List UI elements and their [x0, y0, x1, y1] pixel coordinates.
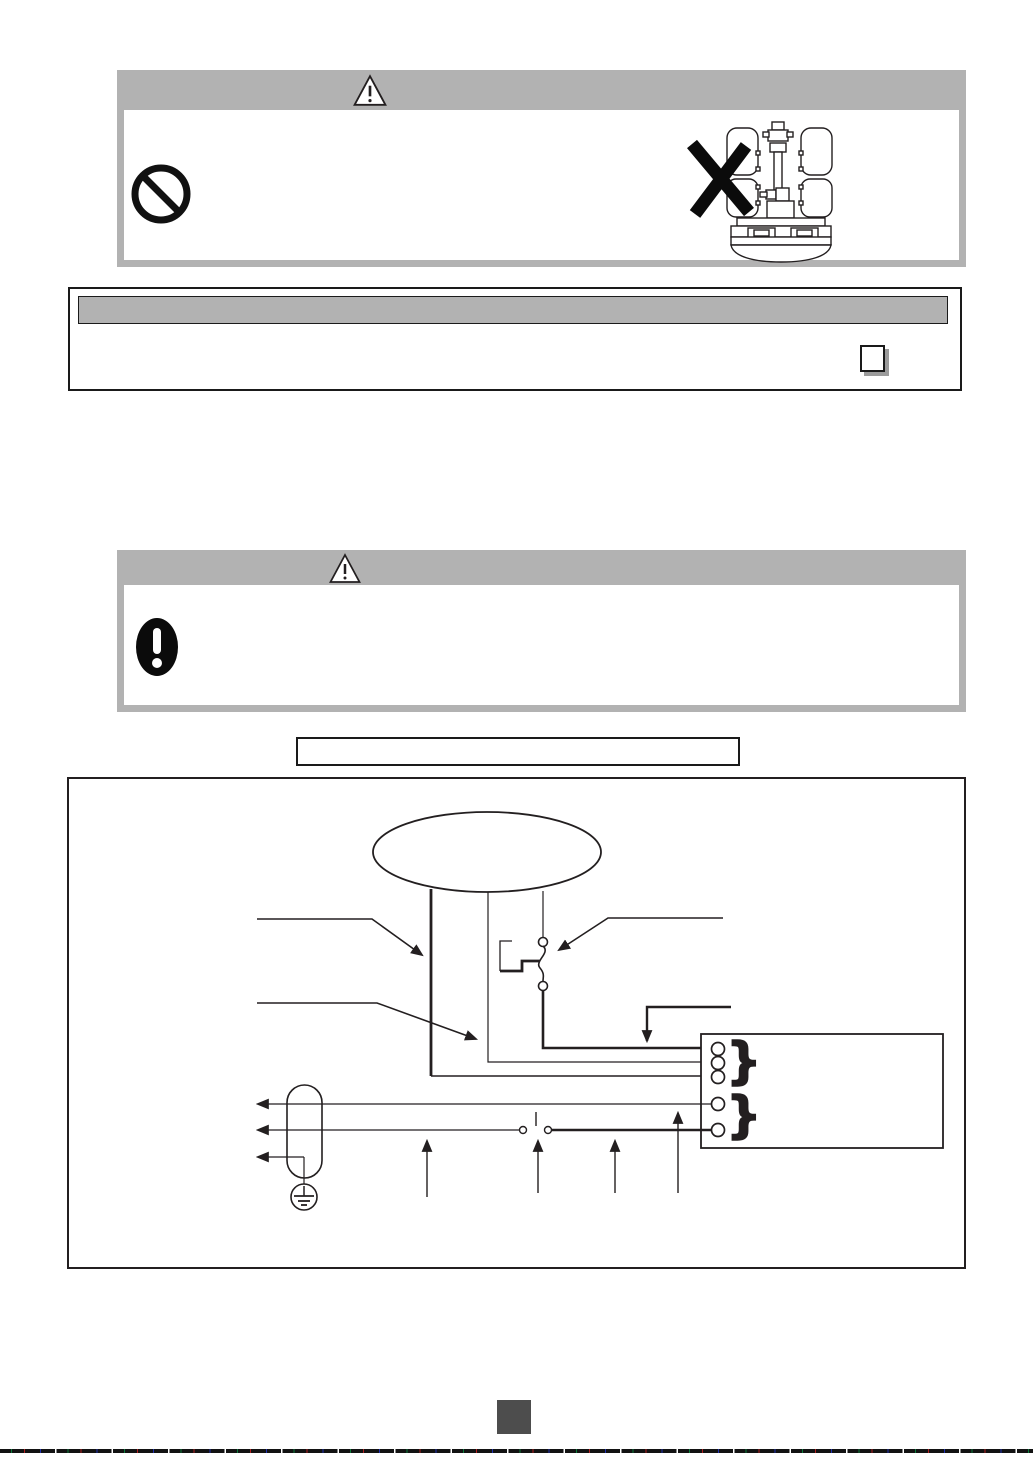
warning-triangle-icon — [353, 74, 387, 107]
gray-title-bar — [78, 296, 948, 324]
warning-box — [117, 70, 966, 267]
earth-ground-symbol — [291, 1184, 317, 1210]
page-number-marker — [497, 1400, 531, 1434]
terminal-group-brace-top: } — [726, 1032, 762, 1090]
pull-chain-switch — [500, 938, 548, 991]
prohibition-icon — [129, 162, 193, 226]
ceiling-fan-crossed-out-illustration — [680, 115, 960, 265]
fan-parts — [727, 122, 832, 262]
pointer-arrows-up — [427, 1113, 678, 1197]
notice-box — [68, 287, 962, 391]
wiring-diagram — [67, 777, 967, 1270]
warning-box-header — [117, 70, 966, 110]
fan-supply-wires — [431, 889, 712, 1076]
scan-artifact-line — [0, 1449, 1033, 1453]
warning-triangle-icon — [329, 553, 361, 584]
caution-box-header — [117, 550, 966, 585]
caution-box-body — [124, 585, 959, 705]
diagram-caption-box — [296, 737, 740, 766]
house-wiring — [258, 1104, 712, 1184]
terminal-group-brace-bottom: } — [726, 1086, 762, 1144]
push-button-switch — [520, 1112, 552, 1134]
mandatory-action-icon — [135, 617, 179, 677]
small-square-marker — [860, 345, 885, 372]
pull-cord-symbol — [500, 941, 512, 971]
ceiling-ellipse — [373, 812, 601, 892]
callout-arrows — [257, 918, 731, 1041]
caution-box — [117, 550, 966, 712]
